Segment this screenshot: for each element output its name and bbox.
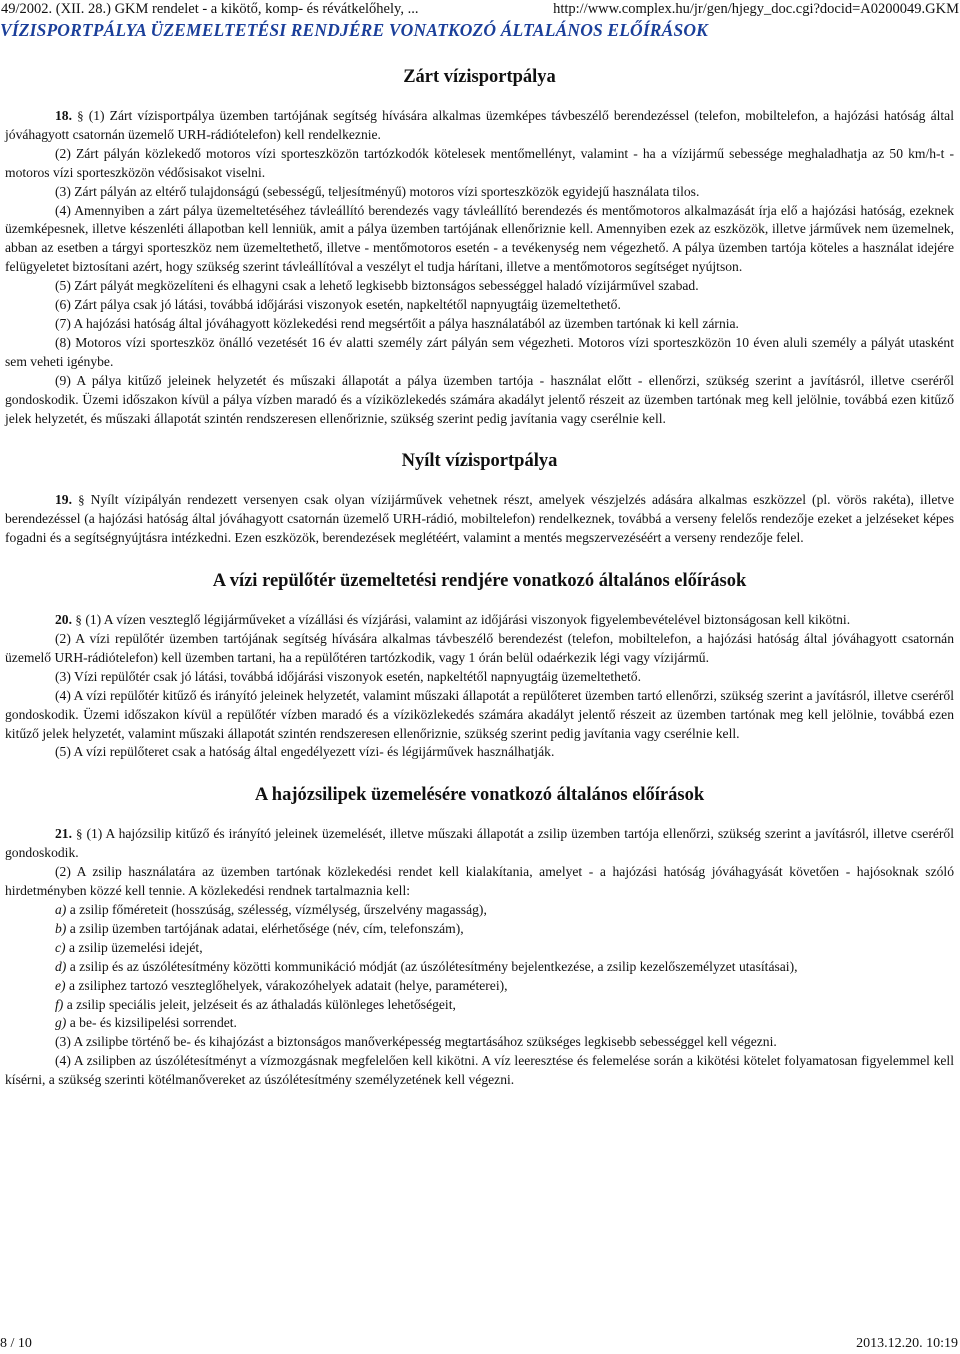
paragraph: (4) A zsilipben az úszólétesítményt a vízmozgásnak megfelelően kell kikötni. A víz leeresztése és felemelése során a kikötési kötelet folyamatosan figyelemmel kell kísérni, a szükség szerinti kötélmanővereket az úszólétesítmény személyzetének kell végezni.: [5, 1053, 954, 1088]
list-item: [5, 996, 954, 1015]
section-heading-nyilt: Nyílt vízisportpálya: [401, 451, 558, 472]
list-text: a zsiliphez tartozó veszteglőhelyek, várakozóhelyek adatait (helye, paraméterei),: [68, 977, 508, 993]
list-letter: e): [55, 977, 66, 993]
list-item: [5, 958, 954, 977]
list-text: a be- és kizsilipelési sorrendet.: [69, 1015, 237, 1031]
paragraph: (6) Zárt pálya csak jó látási, továbbá időjárási viszonyok esetén, napkeltétől napnyugtáig üzemeltethető.: [55, 297, 621, 313]
paragraph: (3) Zárt pályán az eltérő tulajdonságú (sebességű, teljesítményű) motoros vízi sporteszközök egyidejű használata tilos.: [55, 183, 700, 199]
list-text: a zsilip főméreteit (hosszúság, szélesség, vízmélység, űrszelvény magasság),: [69, 902, 487, 917]
paragraph: [5, 107, 954, 145]
paragraph: (2) Zárt pályán közlekedő motoros vízi sporteszközön tartózkodók kötelesek mentőmellényt, valamint - ha a vízijármű sebessége meghaladhatja az 50 km/h-t - motoros vízi sporteszközön védősisakot viselni.: [5, 145, 954, 180]
section-number: 20.: [55, 612, 72, 628]
list-item: [5, 1014, 954, 1033]
section-gap: [5, 762, 954, 784]
list-item: [5, 920, 954, 939]
paragraph-sign-icon: §: [75, 612, 82, 628]
paragraph: (3) Vízi repülőtér csak jó látási, továbbá időjárási viszonyok esetén, napkeltétől napnyugtáig üzemeltethető.: [55, 668, 641, 684]
paragraph-sign-icon: §: [78, 492, 85, 508]
document-reference: 49/2002. (XII. 28.) GKM rendelet - a kikötő, komp- és révátkelőhely, ...: [1, 1, 419, 17]
paragraph: (8) Motoros vízi sporteszköz önálló vezetését 16 év alatti személy zárt pályán sem végezheti. Motoros vízi sporteszközön 10 éven aluli személy a pályát utasként sem veheti igénybe.: [5, 334, 954, 369]
section-heading-repuloter: A vízi repülőtér üzemeltetési rendjére vonatkozó általános előírások: [212, 571, 747, 592]
paragraph-text: Nyílt vízipályán rendezett versenyen csak olyan vízijárművek vehetnek részt, amelyek vészjelzés adására alkalmas eszközzel (pl. vörös rakéta), illetve berendezéssel (a hajózási hatóság által jóváhagyott csatornán üzemelő URH-rádió, mobiltelefon) rendelkeznek, továbbá a verseny felelős rendezője ezeket a jelzéseket képes fogadni és a segítségnyújtásra intézkedni. Ezen eszközök, berendezések meglétéért, valamint a mentés megszervezéséért a verseny rendezője felel.: [5, 492, 954, 546]
print-header: [0, 0, 960, 19]
list-text: a zsilip üzemben tartójának adatai, elérhetősége (név, cím, telefonszám),: [69, 920, 464, 936]
paragraph: [5, 491, 954, 548]
list-text: a zsilip üzemelési idejét,: [68, 939, 203, 955]
list-letter: c): [55, 939, 66, 955]
document-body: [5, 66, 954, 1090]
document-title: VÍZISPORTPÁLYA ÜZEMELTETÉSI RENDJÉRE VONATKOZÓ ÁLTALÁNOS ELŐÍRÁSOK: [0, 20, 708, 40]
list-letter: a): [55, 902, 67, 917]
section-gap: [5, 548, 954, 570]
list-letter: b): [55, 920, 67, 936]
section-heading-zart: Zárt vízisportpálya: [403, 67, 556, 87]
paragraph: (5) Zárt pályát megközelíteni és elhagyni csak a lehető legkisebb biztonságos sebességgel haladó vízijárművel szabad.: [55, 278, 699, 294]
paragraph: (2) A zsilip használatára az üzemben tartónak közlekedési rendet kell kialakítania, amelyet - a hajózási hatóság jóváhagyását követően - hajósoknak szóló hirdetményben közzé kell tennie. A közlekedési rendnek tartalmaznia kell:: [5, 864, 954, 899]
list-letter: d): [55, 958, 67, 974]
list-item: [5, 939, 954, 958]
paragraph-text: (1) Zárt vízisportpálya üzemben tartójának segítség hívására alkalmas üzemképes távbeszélő berendezéssel (telefon, mobiltelefon, a hajózási hatóság által jóváhagyott csatornán üzemelő URH-rádiótelefon) kell rendelkeznie.: [5, 108, 954, 142]
section-heading-zsilip: A hajózsilipek üzemelésére vonatkozó általános előírások: [254, 785, 705, 806]
list-letter: g): [55, 1015, 67, 1031]
section-gap: [5, 428, 954, 450]
list-item: [5, 977, 954, 996]
paragraph: (7) A hajózási hatóság által jóváhagyott közlekedési rend megsértőit a pálya használatából az üzemben tartónak ki kell zárnia.: [55, 315, 739, 331]
paragraph: (4) Amennyiben a zárt pálya üzemeltetéséhez távleállító berendezés vagy távleállító berendezés és mentőmotoros alkalmazását írja elő a hajózási hatóság, ezeknek üzemképesnek, illetve készenléti állapotban kell lenniük, amit a pálya üzemben tartójának ellenőriznie kell. Amennyiben ezek az eszközök, illetve járművek nem üzemelnek, abban az esetben a tárgyi sporteszköz nem üzemeltethető, illetve - mentőmotoros esetén - a tevékenység nem végezhető. A pálya üzemben tartója köteles a használat idejére felügyeletet biztosítani azért, hogy szükség szerint távleállítóval a veszélyt el tudja hárítani, illetve a mentőmotoros segítséget nyújtson.: [5, 202, 954, 275]
section-number: 21.: [55, 826, 72, 842]
section-number: 19.: [55, 492, 72, 508]
source-url[interactable]: http://www.complex.hu/jr/gen/hjegy_doc.cgi?docid=A0200049.GKM: [553, 1, 959, 17]
paragraph-text: (1) A hajózsilip kitűző és irányító jeleinek üzemelését, illetve műszaki állapotát a zsilip üzemben tartója ellenőrzi, szükség szerint a javításról, illetve cseréről gondoskodik.: [5, 826, 954, 861]
paragraph: (5) A vízi repülőteret csak a hatóság által engedélyezett vízi- és légijárművek használhatják.: [55, 744, 555, 760]
paragraph: (4) A vízi repülőtér kitűző és irányító jeleinek helyzetét, valamint műszaki állapotát a repülőteret üzemben tartó ellenőrzi, szükség szerint a javításról, illetve cseréről gondoskodik. Üzemi időszakon kívül a repülőtér vízben maradó és a víziközlekedés számára akadályt jelentő részeit az üzemben tartónak meg kell jelölnie, továbbá ezen kitűző jelek helyzetét, valamint műszaki állapotát szintén rendszeresen ellenőriznie, szükség szerint pedig javítania vagy cserélnie kell.: [5, 687, 954, 741]
paragraph-sign-icon: §: [75, 826, 83, 842]
paragraph-sign-icon: §: [77, 108, 84, 123]
print-timestamp: 2013.12.20. 10:19: [856, 1336, 958, 1351]
list-letter: f): [55, 996, 64, 1012]
paragraph: (2) A vízi repülőtér üzemben tartójának segítség hívására alkalmas távbeszélő berendezést (telefon, mobiltelefon, a hajózási hatóság által jóváhagyott csatornán üzemelő URH-rádiótelefon) kell üzemben tartani, ha a repülőtéren tartózkodik, vagy 1 órán belül odaérkezik légi vagy vízijármű.: [5, 631, 954, 665]
list-text: a zsilip és az úszólétesítmény közötti kommunikáció módját (az úszólétesítmény bejelentkezése, a zsilip kezelőszemélyzet utasításai),: [69, 958, 798, 974]
print-footer: [0, 1336, 960, 1354]
paragraph: [5, 611, 954, 630]
page-number: 8 / 10: [0, 1336, 32, 1351]
section-number: 18.: [55, 108, 72, 123]
paragraph: [5, 825, 954, 863]
paragraph-text: (1) A vízen veszteglő légijárműveket a vízállási és vízjárási, valamint az időjárási viszonyok figyelembevételével biztonságosan kell kikötni.: [85, 612, 851, 628]
paragraph: (9) A pálya kitűző jeleinek helyzetét és műszaki állapotát a pálya üzemben tartója - használat előtt - ellenőrzi, szükség szerint a javításról, illetve cseréről gondoskodik. Üzemi időszakon kívül a pálya vízben maradó és a víziközlekedés számára akadályt jelentő részeit az üzemben tartónak meg kell jelölnie, továbbá ezen kitűző jelek helyzetét, és műszaki állapotát szintén rendszeresen ellenőriznie, szükség szerint pedig javítania vagy cserélnie kell.: [5, 372, 954, 426]
paragraph: (3) A zsilipbe történő be- és kihajózást a biztonságos manőverképesség megtartásához szükséges legkisebb sebességgel kell végezni.: [55, 1034, 777, 1050]
list-text: a zsilip speciális jeleit, jelzéseit és az áthaladás különleges lehetőségeit,: [66, 996, 456, 1012]
list-item: [5, 901, 954, 920]
